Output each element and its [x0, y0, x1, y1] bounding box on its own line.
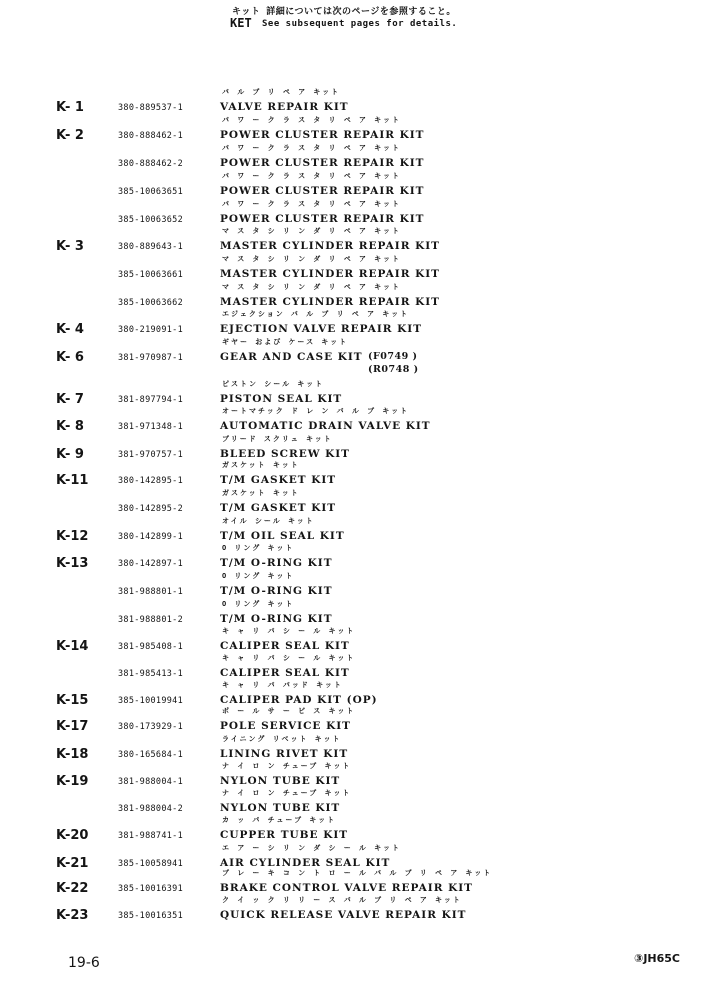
kana-reading: エ ア ー シ リ ン ダ シ ー ル キット	[222, 844, 402, 852]
kit-code: K-11	[56, 473, 89, 488]
kit-code: K- 9	[56, 447, 84, 462]
kana-reading: マ ス タ シ リ ン ダ リ ペ ア キット	[222, 227, 402, 235]
kit-description: NYLON TUBE KIT	[220, 775, 341, 787]
kit-description: CUPPER TUBE KIT	[220, 829, 349, 841]
kana-reading: ナ イ ロ ン チューブ キット	[222, 762, 352, 770]
kit-code: K- 4	[56, 322, 84, 337]
kana-reading: マ ス タ シ リ ン ダ リ ペ ア キット	[222, 283, 402, 291]
kit-description: CALIPER SEAL KIT	[220, 667, 350, 679]
kit-description: POLE SERVICE KIT	[220, 720, 351, 732]
kit-code: K- 3	[56, 239, 84, 254]
kit-code: K-12	[56, 529, 89, 544]
kit-code: K- 2	[56, 128, 84, 143]
kana-reading: キ ャ リ パ パッド キット	[222, 681, 343, 689]
part-number: 380-888462-2	[118, 159, 184, 169]
page-number: 19-6	[68, 955, 100, 971]
kit-code: K-20	[56, 828, 89, 843]
part-number: 385-10063661	[118, 270, 184, 280]
kit-code: K-17	[56, 719, 89, 734]
kana-reading: ブリード スクリュ キット	[222, 435, 333, 443]
kit-description: LINING RIVET KIT	[220, 748, 349, 760]
part-number: 381-897794-1	[118, 395, 184, 405]
part-number: 380-142899-1	[118, 532, 184, 542]
part-number: 381-988004-2	[118, 804, 184, 814]
part-number: 380-142897-1	[118, 559, 184, 569]
kit-description: T/M OIL SEAL KIT	[220, 530, 345, 542]
part-number: 385-10063662	[118, 298, 184, 308]
part-number: 381-988741-1	[118, 831, 184, 841]
kit-description: POWER CLUSTER REPAIR KIT	[220, 213, 425, 225]
kit-description: QUICK RELEASE VALVE REPAIR KIT	[220, 909, 467, 921]
kana-reading: パ ワ ー ク ラ ス タ リ ペ ア キット	[222, 172, 402, 180]
kana-reading: ブ レ ー キ コ ン ト ロ ー ル バ ル ブ リ ペ ア キット	[222, 869, 493, 877]
kana-reading: ギヤー および ケース キット	[222, 338, 349, 346]
part-number: 385-10016351	[118, 911, 184, 921]
kit-description: CALIPER PAD KIT (OP)	[220, 694, 378, 706]
kana-reading: パ ワ ー ク ラ ス タ リ ペ ア キット	[222, 116, 402, 124]
gear-case-note-rear: (R0748 )	[368, 364, 419, 375]
kit-description: T/M GASKET KIT	[220, 502, 337, 514]
document-code: ③JH65C	[634, 952, 680, 965]
part-number: 380-142895-2	[118, 504, 184, 514]
part-number: 380-888462-1	[118, 131, 184, 141]
kit-description: GEAR AND CASE KIT	[220, 351, 363, 363]
kit-description: T/M O-RING KIT	[220, 557, 333, 569]
kit-description: T/M GASKET KIT	[220, 474, 337, 486]
part-number: 381-971348-1	[118, 422, 184, 432]
kana-reading: O リング キット	[222, 544, 295, 552]
kit-code: K- 6	[56, 350, 84, 365]
kit-code: K-21	[56, 856, 89, 871]
part-number: 380-889643-1	[118, 242, 184, 252]
kana-reading: キ ャ リ パ シ ー ル キット	[222, 654, 356, 662]
kana-reading: ポ ー ル サ ー ビ ス キット	[222, 707, 356, 715]
kit-description: PISTON SEAL KIT	[220, 393, 343, 405]
kit-code: K- 1	[56, 100, 84, 115]
kana-reading: オートマチック ド レ ン バ ル ブ キット	[222, 407, 410, 415]
part-number: 380-173929-1	[118, 722, 184, 732]
kit-description: MASTER CYLINDER REPAIR KIT	[220, 296, 440, 308]
part-number: 381-970987-1	[118, 353, 184, 363]
kit-description: CALIPER SEAL KIT	[220, 640, 350, 652]
kit-code: K-23	[56, 908, 89, 923]
kit-description: POWER CLUSTER REPAIR KIT	[220, 129, 425, 141]
kana-reading: オイル シール キット	[222, 517, 315, 525]
kana-reading: バ ル ブ リ ペ ア キット	[222, 88, 341, 96]
kana-reading: ナ イ ロ ン チューブ キット	[222, 789, 352, 797]
part-number: 380-165684-1	[118, 750, 184, 760]
header-ket-label: KET	[230, 16, 252, 30]
part-number: 385-10016391	[118, 884, 184, 894]
header-japanese-note: キット 詳細については次のページを参照すること。	[232, 7, 456, 17]
part-number: 381-985413-1	[118, 669, 184, 679]
kit-description: VALVE REPAIR KIT	[220, 101, 349, 113]
part-number: 385-10019941	[118, 696, 184, 706]
kana-reading: O リング キット	[222, 572, 295, 580]
kit-description: AIR CYLINDER SEAL KIT	[220, 857, 391, 869]
header-english-note: See subsequent pages for details.	[262, 19, 458, 29]
part-number: 380-889537-1	[118, 103, 184, 113]
kit-code: K-13	[56, 556, 89, 571]
kana-reading: マ ス タ シ リ ン ダ リ ペ ア キット	[222, 255, 402, 263]
part-number: 385-10058941	[118, 859, 184, 869]
kit-description: MASTER CYLINDER REPAIR KIT	[220, 240, 440, 252]
kana-reading: パ ワ ー ク ラ ス タ リ ペ ア キット	[222, 200, 402, 208]
kana-reading: エジェクション バ ル ブ リ ペ ア キット	[222, 310, 410, 318]
part-number: 380-219091-1	[118, 325, 184, 335]
part-number: 381-988801-2	[118, 615, 184, 625]
gear-case-note-front: (F0749 )	[368, 351, 418, 362]
kana-reading: カ ッ パ チューブ キット	[222, 816, 337, 824]
part-number: 381-988004-1	[118, 777, 184, 787]
kana-reading: O リング キット	[222, 600, 295, 608]
kit-description: MASTER CYLINDER REPAIR KIT	[220, 268, 440, 280]
kana-reading: ガスケット キット	[222, 489, 300, 497]
part-number: 381-988801-1	[118, 587, 184, 597]
kit-description: T/M O-RING KIT	[220, 613, 333, 625]
kit-code: K-18	[56, 747, 89, 762]
kit-code: K-22	[56, 881, 89, 896]
kit-code: K- 7	[56, 392, 84, 407]
kit-description: BRAKE CONTROL VALVE REPAIR KIT	[220, 882, 473, 894]
part-number: 385-10063651	[118, 187, 184, 197]
part-number: 380-142895-1	[118, 476, 184, 486]
kana-reading: ク イ ッ ク リ リ ー ス バ ル ブ リ ペ ア キット	[222, 896, 462, 904]
kit-code: K-19	[56, 774, 89, 789]
kit-description: POWER CLUSTER REPAIR KIT	[220, 157, 425, 169]
kit-description: AUTOMATIC DRAIN VALVE KIT	[220, 420, 431, 432]
kit-description: BLEED SCREW KIT	[220, 448, 350, 460]
kit-code: K- 8	[56, 419, 84, 434]
part-number: 385-10063652	[118, 215, 184, 225]
kit-description: T/M O-RING KIT	[220, 585, 333, 597]
kana-reading: ライニング リベット キット	[222, 735, 342, 743]
kit-description: NYLON TUBE KIT	[220, 802, 341, 814]
kana-reading: キ ャ リ パ シ ー ル キット	[222, 627, 356, 635]
part-number: 381-970757-1	[118, 450, 184, 460]
kit-code: K-14	[56, 639, 89, 654]
kit-description: EJECTION VALVE REPAIR KIT	[220, 323, 423, 335]
kit-code: K-15	[56, 693, 89, 708]
kana-reading: ピストン シール キット	[222, 380, 325, 388]
part-number: 381-985408-1	[118, 642, 184, 652]
kana-reading: パ ワ ー ク ラ ス タ リ ペ ア キット	[222, 144, 402, 152]
kit-description: POWER CLUSTER REPAIR KIT	[220, 185, 425, 197]
kana-reading: ガスケット キット	[222, 461, 300, 469]
